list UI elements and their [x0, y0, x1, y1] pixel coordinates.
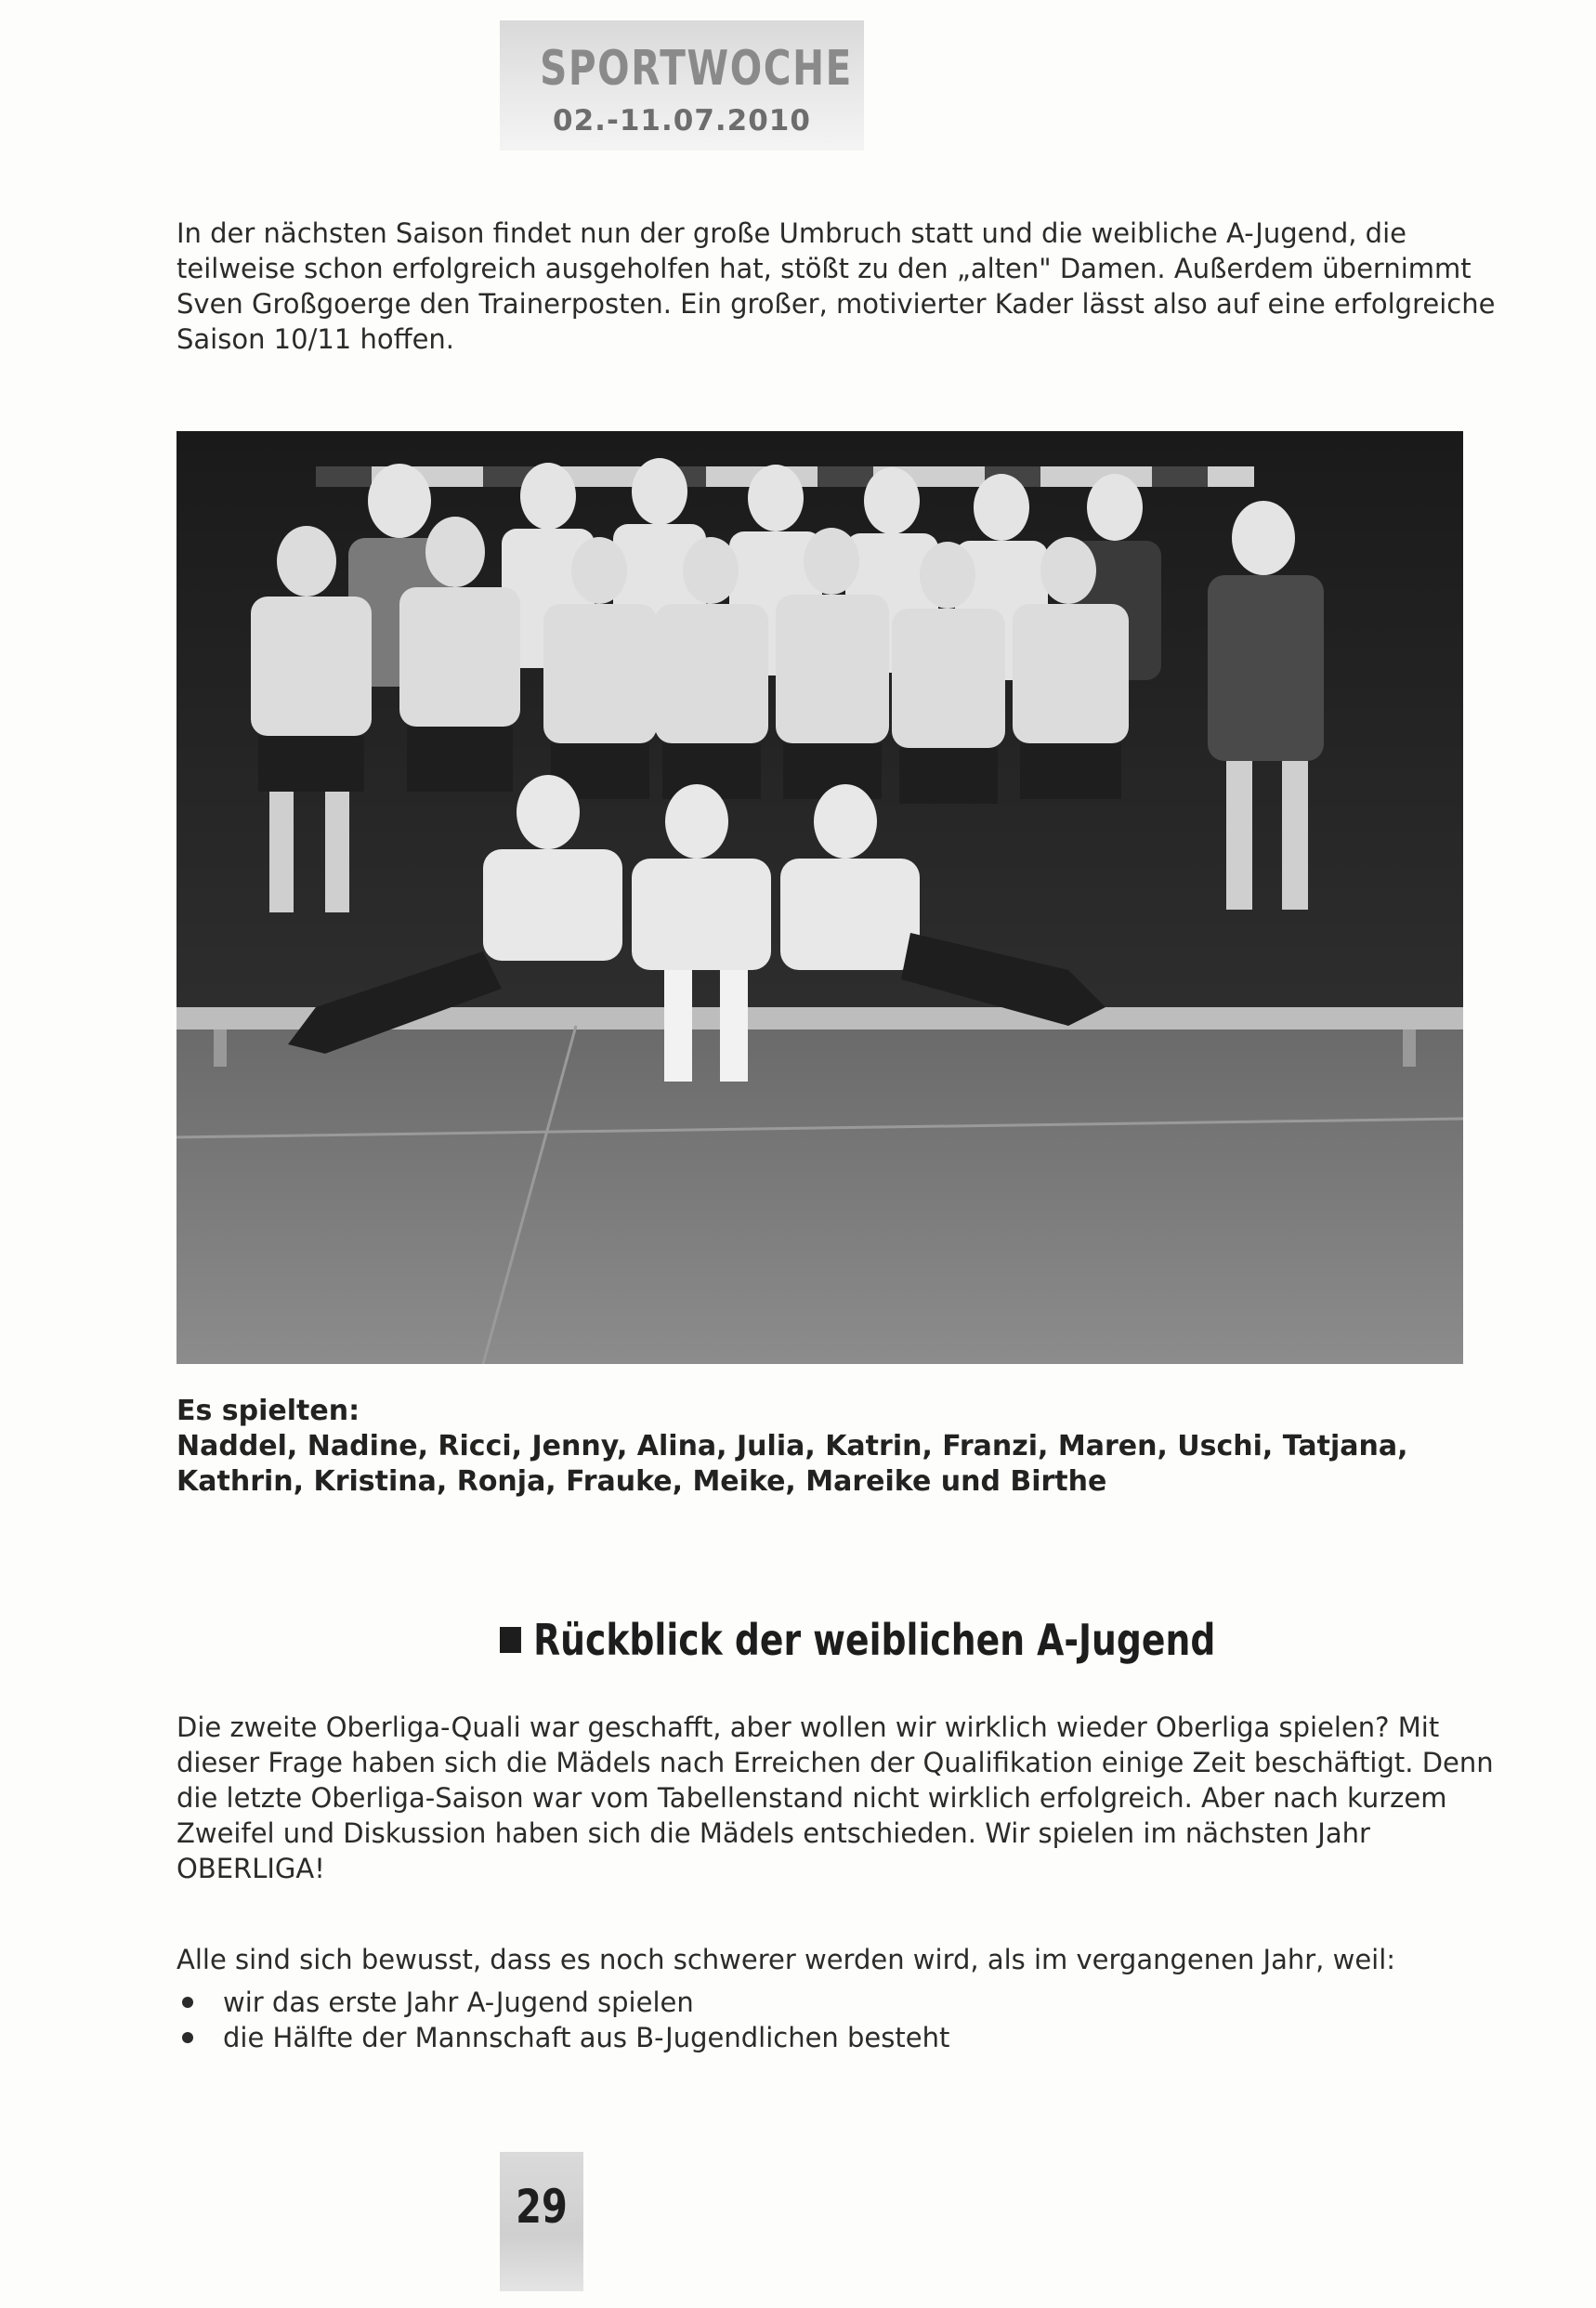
section-paragraph-1: Die zweite Oberliga-Quali war geschafft, aber wollen wir wirklich wieder Oberliga spielen? Mit dieser Frage haben sich die Mädels nach Erreichen der Qualifikation einige Zeit beschäftigt. Denn die letzte Oberliga-Saison war vom Tabellenstand nicht wirklich erfolgreich. Aber nach kurzem Zweifel und Diskussion haben sich die Mädels entschieden. Wir spielen im nächsten Jahr OBERLIGA!: [177, 1711, 1494, 1884]
list-item: wir das erste Jahr A-Jugend spielen: [177, 1985, 1514, 2020]
intro-paragraph: In der nächsten Saison findet nun der große Umbruch statt und die weibliche A-Jugend, die teilweise schon erfolgreich ausgeholfen hat, stößt zu den „alten" Damen. Außerdem übernimmt Sven Großgoerge den Trainerposten. Ein großer, motivierter Kader lässt also auf eine erfolgreiche Saison 10/11 hoffen.: [177, 217, 1496, 355]
section-heading: [500, 1615, 1262, 1665]
team-photo: [177, 431, 1463, 1364]
bullet-list: [177, 1985, 1514, 2055]
photo-caption: [177, 1394, 1514, 1500]
page-number: 29: [516, 2180, 568, 2234]
bullet-dot-icon: [182, 1997, 193, 2008]
section-paragraph-2: Alle sind sich bewusst, dass es noch schwerer werden wird, als im vergangenen Jahr, weil:: [177, 1944, 1396, 1975]
caption-names: Naddel, Nadine, Ricci, Jenny, Alina, Julia, Katrin, Franzi, Maren, Uschi, Tatjana, Kathrin, Kristina, Ronja, Frauke, Meike, Mareike und Birthe: [177, 1430, 1408, 1498]
header-title: SPORTWOCHE: [540, 41, 853, 97]
caption-label: Es spielten:: [177, 1395, 360, 1427]
header-date: 02.-11.07.2010: [553, 104, 811, 138]
bullet-dot-icon: [182, 2032, 193, 2043]
heading-square-icon: [500, 1627, 521, 1653]
section-heading-text: Rückblick der weiblichen A-Jugend: [533, 1615, 1216, 1665]
list-item: die Hälfte der Mannschaft aus B-Jugendlichen besteht: [177, 2020, 1514, 2055]
